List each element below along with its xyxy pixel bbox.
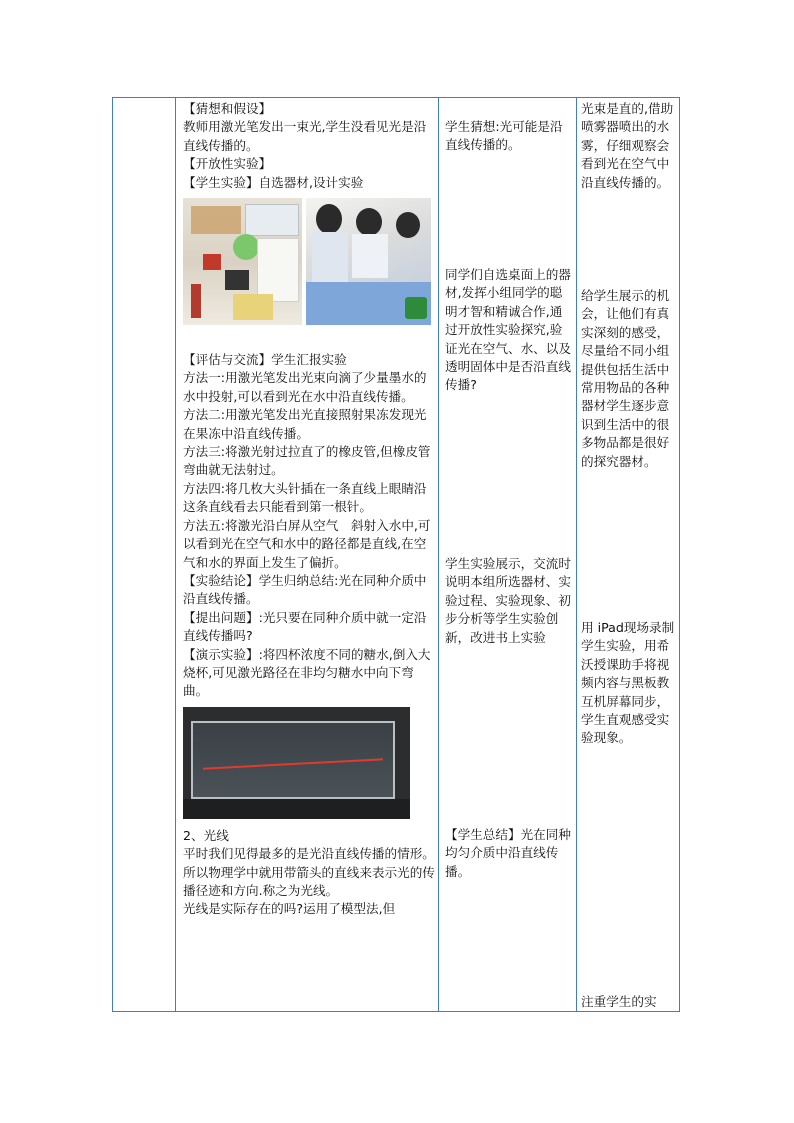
- method-one: 方法一:用激光笔发出光束向滴了少量墨水的水中投射,可以看到光在水中沿直线传播。: [183, 370, 427, 404]
- student-activity: 同学们自选桌面上的器材,发挥小组同学的聪明才智和精诚合作,通过开放性实验探究,验证光在空气、水、以及透明固体中是否沿直线传播?: [445, 267, 571, 393]
- question: 【提出问题】:光只要在同种介质中就一定沿直线传播吗?: [183, 609, 427, 644]
- section-light-ray: 2、光线: [183, 827, 229, 843]
- sugar-water-photo: [183, 707, 410, 819]
- method-four: 方法四:将几枚大头针插在一条直线上眼睛沿这条直线看去只能看到第一根针。: [183, 480, 427, 515]
- column-divider: [175, 98, 176, 1011]
- demo-experiment: 【演示实验】:将四杯浓度不同的糖水,倒入大烧杯,可见激光路径在非均匀糖水中向下弯曲。: [183, 646, 431, 699]
- experiment-photos: [183, 198, 435, 325]
- paragraph: 平时我们见得最多的是光沿直线传播的情形。所以物理学中就用带箭头的直线来表示光的传播径迹和方向.称之为光线。: [183, 846, 435, 898]
- heading-open-experiment: 【开放性实验】: [183, 156, 272, 172]
- students-photo: [306, 198, 431, 325]
- teaching-content-cell: [183, 100, 435, 919]
- lesson-table: [112, 97, 680, 1012]
- method-two: 方法二:用激光笔发出光直接照射果冻发现光在果冻中沿直线传播。: [183, 407, 427, 441]
- paragraph: 【学生实验】自选器材,设计实验: [183, 174, 364, 190]
- column-divider: [576, 98, 577, 1011]
- design-intent-3: 用 iPad现场录制学生实验，用希沃授课助手将视频内容与黑板教互机屏幕同步，学生直观感受实验现象。: [581, 620, 675, 746]
- student-summary: 【学生总结】光在同种均匀介质中沿直线传播。: [445, 827, 571, 879]
- design-intent-1: 光束是直的,借助喷雾器喷出的水雾，仔细观察会看到光在空气中沿直线传播的。: [581, 101, 674, 190]
- heading-hypothesis: 【猜想和假设】: [183, 101, 272, 116]
- equipment-photo: [183, 198, 302, 325]
- paragraph: 光线是实际存在的吗?运用了模型法,但: [183, 901, 396, 917]
- method-three: 方法三:将激光射过拉直了的橡皮管,但橡皮管弯曲就无法射过。: [183, 444, 431, 478]
- method-five: 方法五:将激光沿白屏从空气 斜射入水中,可以看到光在空气和水中的路径都是直线,在空气和水的界面上发生了偏折。: [183, 517, 431, 570]
- design-intent-2: 给学生展示的机会，让他们有真实深刻的感受，尽量给不同小组提供包括生活中常用物品的各种器材学生逐步意识到生活中的很多物品都是很好的探究器材。: [581, 288, 670, 469]
- experiment-conclusion: 【实验结论】学生归纳总结:光在同种介质中沿直线传播。: [183, 572, 427, 607]
- logo-badge: [405, 297, 427, 319]
- student-presentation: 学生实验展示，交流时说明本组所选器材、实验过程、实验现象、初步分析等学生实验创新，改进书上实验: [445, 556, 571, 645]
- design-intent-4: 注重学生的实: [581, 994, 657, 1009]
- heading-evaluation: 【评估与交流】学生汇报实验: [183, 352, 347, 368]
- column-divider: [438, 98, 439, 1011]
- paragraph: 教师用激光笔发出一束光,学生没看见光是沿直线传播的。: [183, 119, 427, 153]
- student-guess: 学生猜想:光可能是沿直线传播的。: [445, 119, 563, 153]
